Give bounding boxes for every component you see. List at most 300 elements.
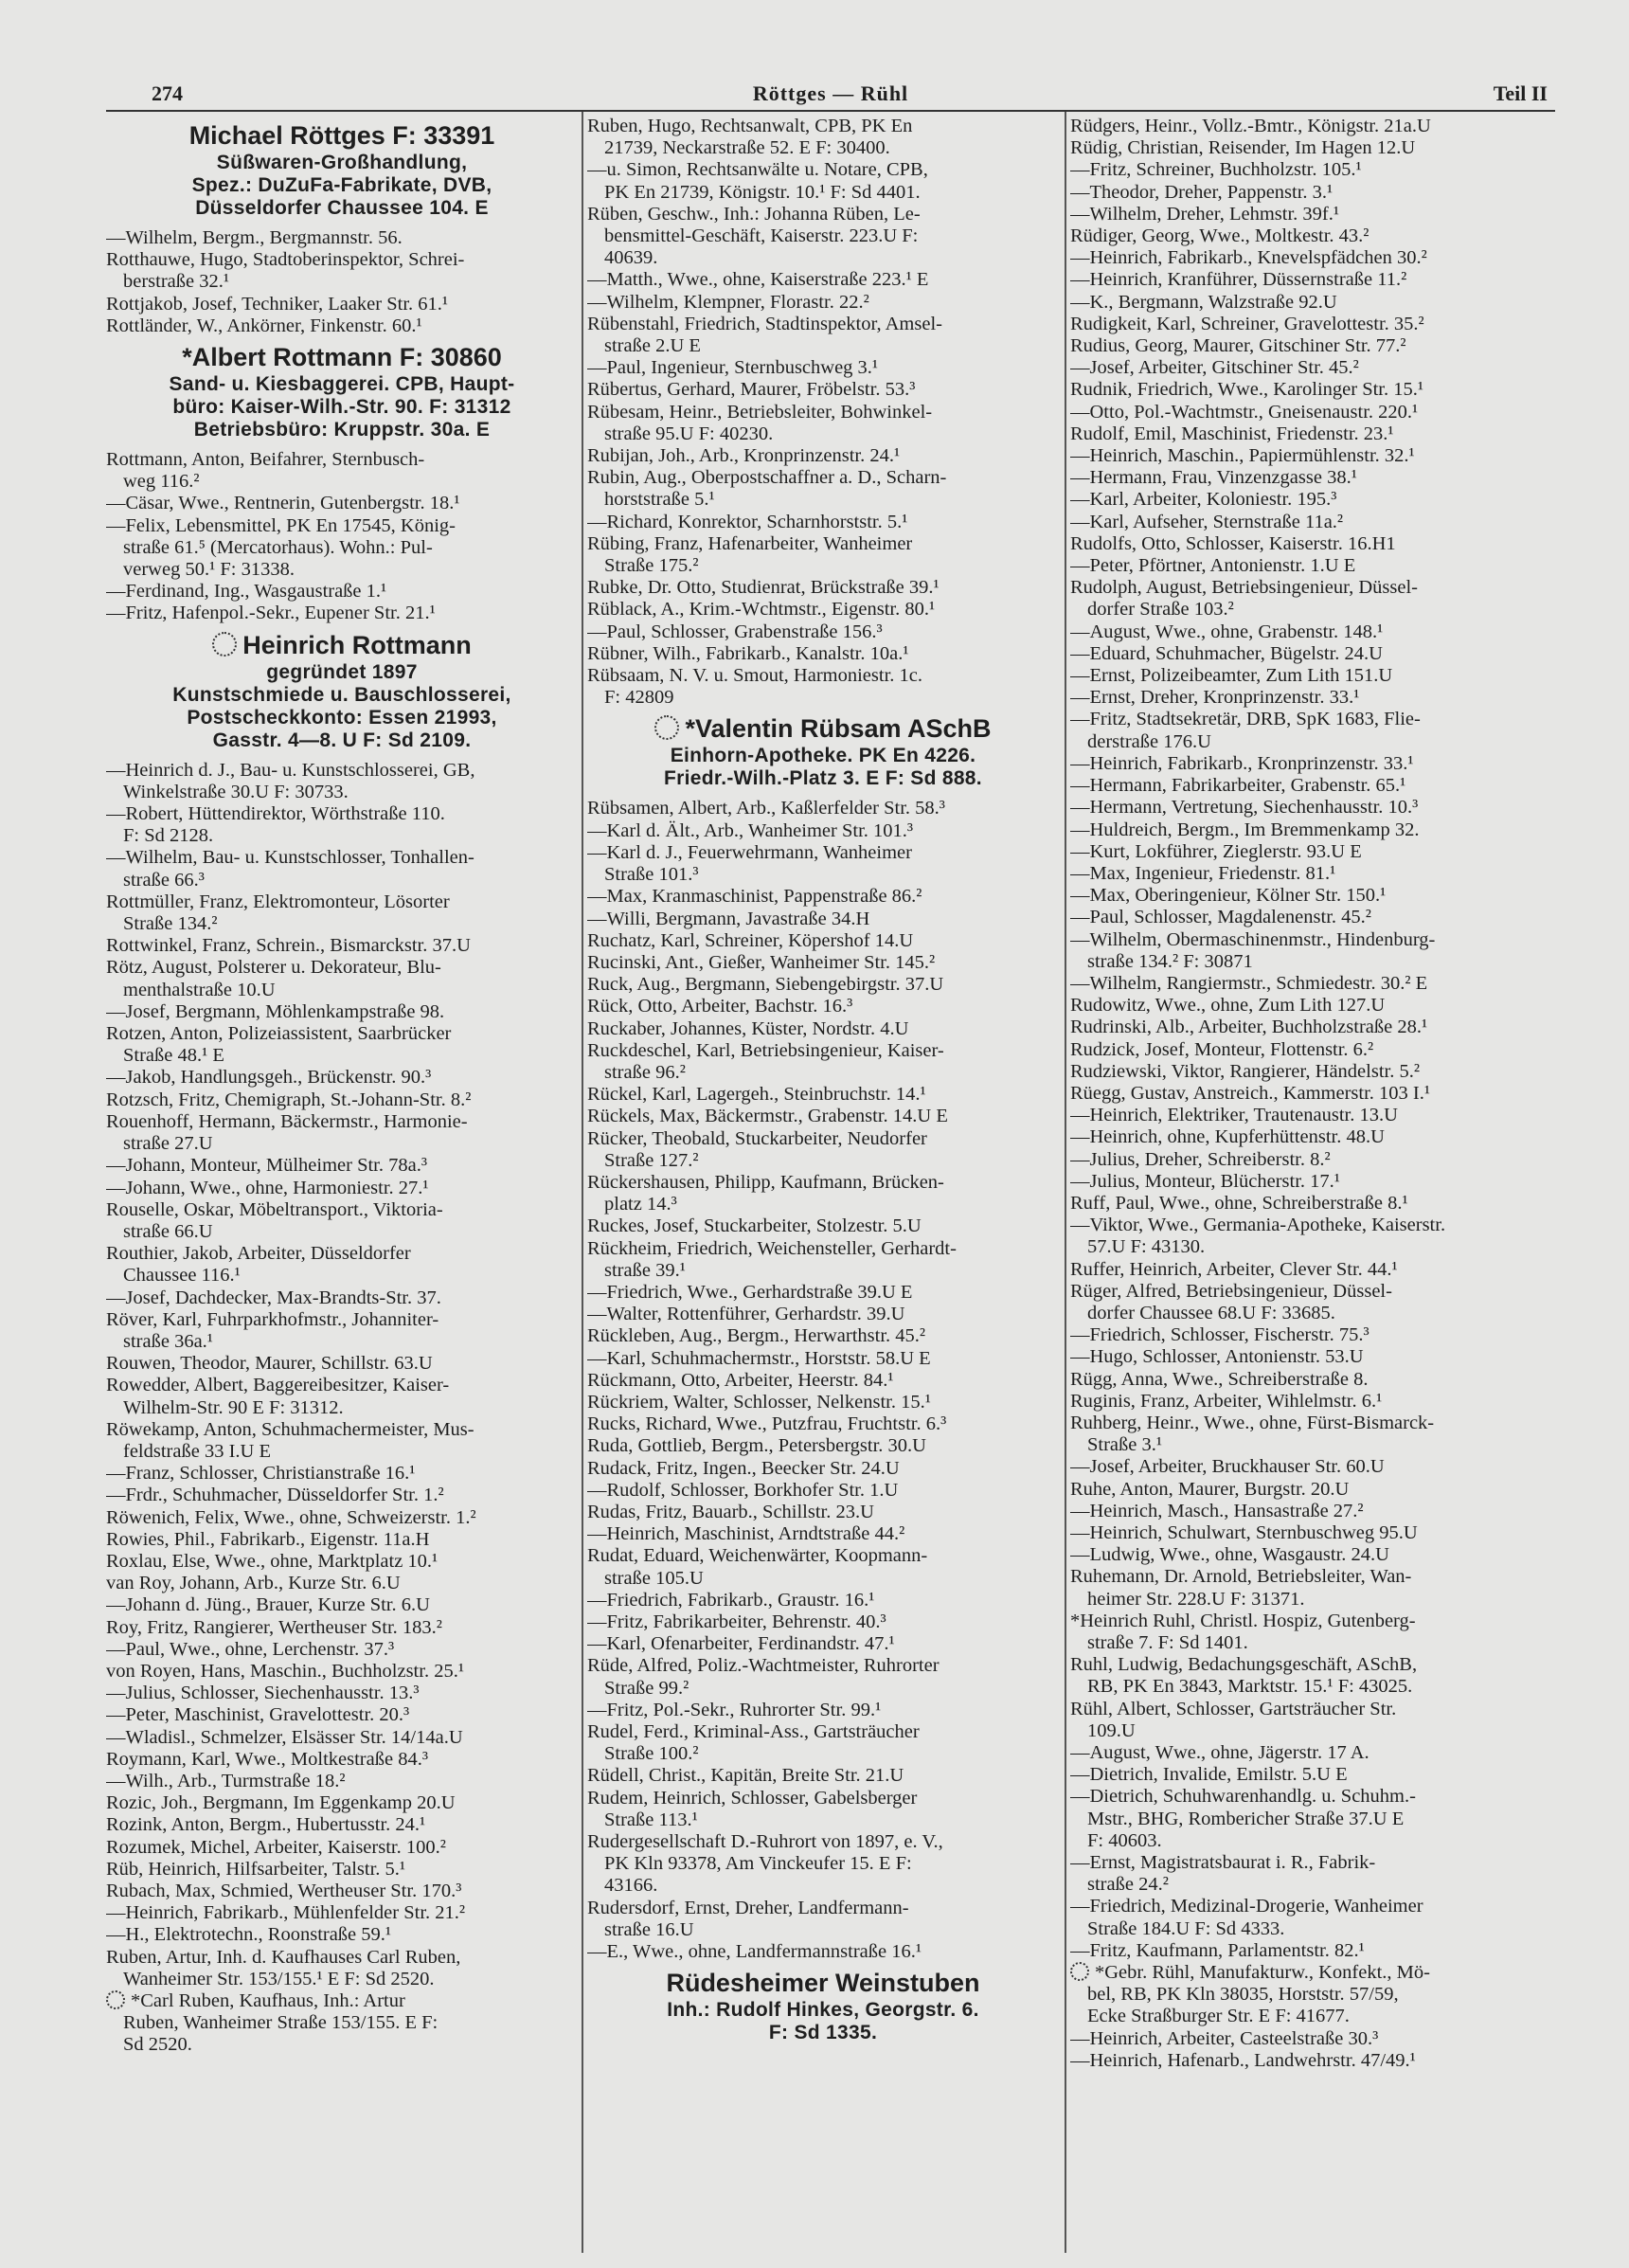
entry-text: —Kurt, Lokführer, Zieglerstr. 93.U E (1070, 840, 1362, 862)
directory-entry-line (1070, 1083, 1542, 1105)
directory-entry-line (587, 1370, 1059, 1392)
entry-text: Routhier, Jakob, Arbeiter, Düsseldorfer (106, 1243, 411, 1265)
entry-text: —Eduard, Schuhmacher, Bügelstr. 24.U (1070, 642, 1383, 664)
directory-entry-line (106, 1792, 578, 1814)
directory-entry-line (106, 1507, 578, 1529)
directory-entry-line (106, 603, 578, 624)
directory-entry-line (1070, 1654, 1542, 1676)
directory-entry-line (106, 449, 578, 471)
entry-text: —Julius, Dreher, Schreiberstr. 8.² (1070, 1148, 1331, 1170)
entry-text: —Hugo, Schlosser, Antonienstr. 53.U (1070, 1346, 1364, 1368)
directory-entry-line (1070, 1126, 1542, 1148)
entry-text: —Heinrich, Masch., Hansastraße 27.² (1070, 1500, 1364, 1521)
directory-entry-continuation (587, 1568, 1059, 1590)
entry-text: Rudack, Fritz, Ingen., Beecker Str. 24.U (587, 1457, 900, 1479)
entry-text: —Matth., Wwe., ohne, Kaiserstraße 223.¹ E (587, 269, 929, 291)
directory-entry-line (1070, 1699, 1542, 1720)
entry-text: platz 14.³ (604, 1194, 677, 1215)
directory-entry-continuation (106, 1133, 578, 1155)
directory-entry-line (587, 1304, 1059, 1325)
directory-entry-line (587, 842, 1059, 864)
directory-entry-line (587, 1700, 1059, 1721)
column-divider (582, 112, 583, 2253)
directory-entry-line (587, 1215, 1059, 1237)
directory-entry-line (1070, 1105, 1542, 1126)
entry-text: Rüdesheimer Weinstuben (666, 1969, 980, 1998)
directory-entry-line (1070, 1764, 1542, 1786)
directory-entry-continuation (106, 2012, 578, 2034)
entry-text: —Johann d. Jüng., Brauer, Kurze Str. 6.U (106, 1594, 430, 1616)
directory-entry-line (106, 1990, 578, 2012)
entry-text: Rudius, Georg, Maurer, Gitschiner Str. 77.² (1070, 335, 1406, 357)
entry-text: straße 95.U F: 40230. (604, 423, 774, 444)
directory-entry-line (106, 1814, 578, 1836)
entry-text: Rudziewski, Viktor, Rangierer, Händelstr. 5.² (1070, 1060, 1420, 1082)
directory-entry-line (587, 1128, 1059, 1150)
directory-entry-line (1070, 2050, 1542, 2072)
directory-entry-continuation (587, 335, 1059, 357)
entry-text: —Max, Oberingenieur, Kölner Str. 150.¹ (1070, 885, 1387, 907)
entry-text: —Fritz, Pol.-Sekr., Ruhrorter Str. 99.¹ (587, 1699, 882, 1720)
advertisement-text (587, 745, 1059, 767)
directory-entry-line (106, 1902, 578, 1924)
entry-text: —Robert, Hüttendirektor, Wörthstraße 110. (106, 803, 445, 825)
directory-column-3 (1070, 116, 1542, 2072)
entry-text: —Jakob, Handlungsgeh., Brückenstr. 90.³ (106, 1067, 432, 1089)
entry-text: Postscheckkonto: Essen 21993, (187, 706, 497, 729)
entry-text: —Heinrich, Maschinist, Arndtstraße 44.² (587, 1523, 905, 1545)
advertisement-text (106, 661, 578, 684)
entry-text: —Heinrich, Hafenarb., Landwehrstr. 47/49.¹ (1070, 2049, 1416, 2071)
directory-entry-line (587, 665, 1059, 687)
directory-entry-line (587, 1655, 1059, 1677)
entry-text: Rückleben, Aug., Bergm., Herwarthstr. 45.² (587, 1325, 926, 1347)
entry-text: Rudas, Fritz, Bauarb., Schillstr. 23.U (587, 1501, 874, 1522)
directory-entry-continuation (587, 1853, 1059, 1875)
directory-entry-line (1070, 687, 1542, 709)
directory-entry-line (1070, 1896, 1542, 1917)
entry-text: 43166. (604, 1875, 658, 1897)
page-number: 274 (152, 81, 183, 105)
entry-text: Rucks, Richard, Wwe., Putzfrau, Fruchtstr. 6.³ (587, 1413, 947, 1435)
directory-entry-line (106, 1463, 578, 1485)
entry-text: straße 16.U (604, 1918, 694, 1940)
entry-text: —Cäsar, Wwe., Rentnerin, Gutenbergstr. 18.¹ (106, 493, 460, 514)
entry-text: Ruckdeschel, Karl, Betriebsingenieur, Kaiser- (587, 1039, 944, 1061)
entry-text: Rübing, Franz, Hafenarbeiter, Wanheimer (587, 532, 913, 554)
directory-entry-line (587, 467, 1059, 489)
directory-entry-continuation (106, 1969, 578, 1990)
directory-entry-continuation (1070, 1918, 1542, 1940)
entry-text: —August, Wwe., ohne, Jägerstr. 17 A. (1070, 1742, 1369, 1764)
entry-text: —Johann, Wwe., ohne, Harmoniestr. 27.¹ (106, 1177, 429, 1198)
directory-entry-line (1070, 1611, 1542, 1632)
entry-text: Rück, Otto, Arbeiter, Bachstr. 16.³ (587, 996, 853, 1017)
entry-text: —Dietrich, Invalide, Emilstr. 5.U E (1070, 1764, 1348, 1786)
entry-text: Chaussee 116.¹ (123, 1265, 241, 1287)
directory-entry-line (587, 1348, 1059, 1370)
directory-entry-line (1070, 1061, 1542, 1083)
entry-text: Rückmann, Otto, Arbeiter, Heerstr. 84.¹ (587, 1369, 894, 1391)
directory-entry-line (587, 1172, 1059, 1194)
directory-entry-line (106, 1353, 578, 1375)
directory-entry-line (106, 1947, 578, 1969)
entry-text: —Heinrich, Fabrikarb., Kronprinzenstr. 33.¹ (1070, 752, 1414, 774)
directory-entry-continuation (1070, 1830, 1542, 1852)
entry-text: Ruhe, Anton, Maurer, Burgstr. 20.U (1070, 1478, 1350, 1500)
directory-entry-line (587, 512, 1059, 533)
page-title: Röttges — Rühl (752, 81, 909, 105)
directory-entry-line (1070, 577, 1542, 599)
entry-text: —Fritz, Schreiner, Buchholzstr. 105.¹ (1070, 159, 1362, 181)
directory-entry-continuation (106, 870, 578, 891)
directory-entry-line (587, 1831, 1059, 1853)
directory-entry-line (106, 1375, 578, 1396)
directory-entry-line (587, 820, 1059, 842)
entry-text: *Heinrich Ruhl, Christl. Hospiz, Gutenberg- (1070, 1610, 1416, 1631)
directory-entry-line (587, 533, 1059, 555)
directory-entry-line (106, 1594, 578, 1616)
entry-text: Rüegg, Gustav, Anstreich., Kammerstr. 103 I.¹ (1070, 1082, 1431, 1104)
entry-text: Straße 113.¹ (604, 1809, 698, 1830)
entry-text: Ruchatz, Karl, Schreiner, Köpershof 14.U (587, 929, 914, 951)
directory-entry-line (587, 1502, 1059, 1523)
entry-text: straße 24.² (1087, 1874, 1169, 1896)
directory-entry-continuation (1070, 1874, 1542, 1896)
entry-text: —Ferdinand, Ing., Wasgaustraße 1.¹ (106, 581, 387, 603)
entry-text: —Fritz, Hafenpol.-Sekr., Eupener Str. 21.¹ (106, 603, 436, 624)
entry-text: Rozumek, Michel, Arbeiter, Kaiserstr. 100.² (106, 1836, 446, 1858)
entry-text: —Josef, Bergmann, Möhlenkampstraße 98. (106, 1000, 445, 1022)
directory-entry-continuation (1070, 1589, 1542, 1611)
entry-text: straße 2.U E (604, 335, 701, 357)
entry-text: —Paul, Schlosser, Magdalenenstr. 45.² (1070, 907, 1371, 928)
directory-entry-line (587, 909, 1059, 930)
directory-entry-continuation (106, 1441, 578, 1463)
entry-text: Süßwaren-Großhandlung, (216, 152, 468, 173)
directory-entry-line (1070, 335, 1542, 357)
entry-text: —K., Bergmann, Walzstraße 92.U (1070, 291, 1337, 313)
entry-text: —August, Wwe., ohne, Grabenstr. 148.¹ (1070, 621, 1384, 642)
directory-entry-line (1070, 665, 1542, 687)
entry-text: Ruginis, Franz, Arbeiter, Wihlelmstr. 6.¹ (1070, 1390, 1383, 1412)
entry-text: —Ludwig, Wwe., ohne, Wasgaustr. 24.U (1070, 1544, 1389, 1566)
directory-entry-line (1070, 1742, 1542, 1764)
entry-text: Röwekamp, Anton, Schuhmachermeister, Mus- (106, 1418, 474, 1440)
directory-entry-continuation (1070, 1720, 1542, 1742)
directory-entry-continuation (106, 559, 578, 581)
entry-text: —Karl, Aufseher, Sternstraße 11a.² (1070, 511, 1344, 532)
entry-text: Rottmüller, Franz, Elektromonteur, Lösorter (106, 891, 450, 912)
entry-text: straße 61.⁵ (Mercatorhaus). Wohn.: Pul- (123, 536, 433, 558)
entry-text: derstraße 176.U (1087, 730, 1211, 752)
entry-text: Rückershausen, Philipp, Kaufmann, Brücken- (587, 1171, 944, 1193)
entry-text: Roxlau, Else, Wwe., ohne, Marktplatz 10.¹ (106, 1550, 439, 1572)
entry-text: F: Sd 1335. (768, 2022, 878, 2044)
entry-text: Rüger, Alfred, Betriebsingenieur, Düssel- (1070, 1280, 1392, 1302)
entry-text: straße 39.¹ (604, 1259, 686, 1281)
directory-entry-line (587, 1282, 1059, 1304)
directory-column-2 (587, 116, 1059, 2044)
entry-text: Rottwinkel, Franz, Schrein., Bismarckstr. 37.U (106, 935, 471, 957)
entry-text: Rouwen, Theodor, Maurer, Schillstr. 63.U (106, 1353, 433, 1375)
entry-text: F: 40603. (1087, 1829, 1162, 1851)
entry-text: Straße 184.U F: Sd 4333. (1087, 1917, 1285, 1939)
entry-text: Rüb, Heinrich, Hilfsarbeiter, Talstr. 5.¹ (106, 1858, 406, 1880)
directory-entry-continuation (587, 423, 1059, 445)
entry-text: —Theodor, Dreher, Pappenstr. 3.¹ (1070, 181, 1334, 203)
entry-text: Ruff, Paul, Wwe., ohne, Schreiberstraße 8.¹ (1070, 1192, 1408, 1214)
directory-entry-line (1070, 1566, 1542, 1588)
directory-entry-continuation (106, 1331, 578, 1353)
entry-text: menthalstraße 10.U (123, 979, 276, 1000)
entry-text: feldstraße 33 I.U E (123, 1440, 271, 1462)
entry-text: Winkelstraße 30.U F: 30733. (123, 781, 349, 802)
entry-text: —Julius, Schlosser, Siechenhausstr. 13.³ (106, 1683, 420, 1704)
entry-text: Straße 99.² (604, 1677, 689, 1699)
entry-text: Rücker, Theobald, Stuckarbeiter, Neudorfer (587, 1127, 927, 1149)
entry-text: Rüdiger, Georg, Wwe., Moltkestr. 43.² (1070, 225, 1369, 247)
entry-text: Rudnik, Friedrich, Wwe., Karolinger Str. 15.¹ (1070, 379, 1424, 401)
directory-entry-line (1070, 1017, 1542, 1038)
advertisement-heading (587, 1967, 1059, 1999)
directory-entry-continuation (587, 182, 1059, 204)
entry-text: Straße 101.³ (604, 864, 699, 886)
directory-entry-continuation (1070, 1632, 1542, 1654)
entry-text: Ruhberg, Heinr., Wwe., ohne, Fürst-Bismarck- (1070, 1412, 1435, 1433)
directory-entry-line (1070, 555, 1542, 577)
directory-entry-line (587, 798, 1059, 819)
entry-text: —Paul, Ingenieur, Sternbuschweg 3.¹ (587, 357, 879, 379)
directory-entry-line (1070, 204, 1542, 225)
directory-entry-line (1070, 643, 1542, 665)
directory-entry-line (106, 1067, 578, 1089)
entry-text: Rüdig, Christian, Reisender, Im Hagen 12.U (1070, 137, 1416, 159)
directory-entry-continuation (587, 489, 1059, 511)
entry-text: Straße 48.¹ E (123, 1045, 224, 1067)
entry-text: RB, PK En 3843, Marktstr. 15.¹ F: 43025. (1087, 1676, 1413, 1698)
entry-text: —Heinrich, Maschin., Papiermühlenstr. 32.¹ (1070, 445, 1415, 467)
directory-entry-line (106, 249, 578, 271)
entry-text: —Friedrich, Schlosser, Fischerstr. 75.³ (1070, 1324, 1369, 1346)
directory-entry-line (587, 357, 1059, 379)
directory-entry-line (1070, 1193, 1542, 1215)
entry-text: Ruck, Aug., Bergmann, Siebengebirgstr. 37.U (587, 974, 944, 996)
entry-text: Rowedder, Albert, Baggereibesitzer, Kaiser- (106, 1375, 450, 1396)
entry-text: Rübesam, Heinr., Betriebsleiter, Bohwinkel- (587, 401, 933, 423)
directory-entry-line (587, 204, 1059, 225)
directory-entry-line (587, 1238, 1059, 1260)
advertisement-heading (106, 119, 578, 152)
entry-text: Ruben, Wanheimer Straße 153/155. E F: (123, 2012, 439, 2034)
advertisement-text (106, 729, 578, 752)
directory-entry-line (106, 1155, 578, 1177)
entry-text: *Albert Rottmann F: 30860 (182, 343, 502, 372)
directory-entry-line (1070, 423, 1542, 445)
entry-text: straße 66.U (123, 1220, 213, 1242)
directory-entry-line (106, 294, 578, 315)
entry-text: Ecke Straßburger Str. E F: 41677. (1087, 2006, 1350, 2027)
entry-text: —Karl d. J., Feuerwehrmann, Wanheimer (587, 841, 912, 863)
entry-text: —Heinrich, Schulwart, Sternbuschweg 95.U (1070, 1522, 1418, 1543)
directory-entry-line (1070, 379, 1542, 401)
directory-entry-continuation (1070, 1676, 1542, 1698)
directory-entry-line (106, 581, 578, 603)
directory-entry-line (1070, 402, 1542, 423)
directory-entry-continuation (587, 1062, 1059, 1084)
directory-entry-line (1070, 225, 1542, 247)
directory-entry-continuation (106, 1265, 578, 1287)
directory-entry-line (587, 1721, 1059, 1743)
directory-entry-line (106, 1924, 578, 1946)
entry-text: —Max, Ingenieur, Friedenstr. 81.¹ (1070, 862, 1336, 884)
directory-entry-line (587, 1765, 1059, 1787)
advertisement-text (106, 419, 578, 441)
directory-column-1 (106, 116, 578, 2057)
directory-entry-line (1070, 1369, 1542, 1391)
entry-text: Ruckes, Josef, Stuckarbeiter, Stolzestr. 5.U (587, 1215, 922, 1237)
entry-text: straße 96.² (604, 1061, 686, 1083)
directory-entry-continuation (587, 1678, 1059, 1700)
entry-text: bensmittel-Geschäft, Kaiserstr. 223.U F: (604, 225, 919, 247)
directory-entry-line (587, 1106, 1059, 1127)
entry-text: Wilhelm-Str. 90 E F: 31312. (123, 1396, 344, 1418)
advertisement-text (587, 1999, 1059, 2022)
entry-text: Rüdell, Christ., Kapitän, Breite Str. 21.U (587, 1765, 904, 1787)
directory-entry-line (1070, 512, 1542, 533)
entry-text: —Willi, Bergmann, Javastraße 34.H (587, 908, 870, 929)
directory-entry-line (106, 1485, 578, 1506)
directory-entry-continuation (106, 1397, 578, 1419)
entry-text: Mstr., BHG, Rombericher Straße 37.U E (1087, 1808, 1405, 1829)
entry-text: *Carl Ruben, Kaufhaus, Inh.: Artur (131, 1990, 405, 2012)
directory-entry-line (106, 847, 578, 869)
directory-entry-line (1070, 159, 1542, 181)
entry-text: —Friedrich, Fabrikarb., Graustr. 16.¹ (587, 1589, 875, 1611)
directory-entry-line (106, 515, 578, 537)
directory-entry-line (106, 1529, 578, 1551)
directory-entry-line (1070, 1281, 1542, 1303)
directory-entry-line (1070, 1039, 1542, 1061)
directory-entry-line (587, 621, 1059, 643)
advertisement-text (587, 2022, 1059, 2044)
entry-text: Ruhemann, Dr. Arnold, Betriebsleiter, Wan- (1070, 1566, 1412, 1588)
entry-text: Rudolph, August, Betriebsingenieur, Düssel- (1070, 577, 1419, 599)
directory-entry-line (106, 803, 578, 825)
directory-entry-continuation (106, 913, 578, 935)
entry-text: —H., Elektrotechn., Roonstraße 59.¹ (106, 1924, 392, 1946)
entry-text: —Heinrich, Fabrikarb., Knevelspfädchen 30.² (1070, 247, 1427, 269)
directory-entry-line (587, 1325, 1059, 1347)
directory-entry-line (106, 493, 578, 514)
directory-entry-continuation (587, 225, 1059, 247)
directory-entry-line (1070, 863, 1542, 885)
entry-text: Michael Röttges F: 33391 (188, 121, 495, 150)
directory-entry-continuation (106, 980, 578, 1001)
directory-entry-line (1070, 973, 1542, 995)
directory-entry-line (1070, 292, 1542, 314)
entry-text: —Heinrich, Elektriker, Trautenaustr. 13.U (1070, 1105, 1398, 1126)
directory-entry-line (1070, 1456, 1542, 1478)
entry-text: Rottländer, W., Ankörner, Finkenstr. 60.¹ (106, 315, 422, 336)
entry-text: *Valentin Rübsam ASchB (685, 714, 992, 744)
directory-entry-continuation (106, 782, 578, 803)
entry-text: straße 7. F: Sd 1401. (1087, 1632, 1248, 1654)
entry-text: straße 27.U (123, 1133, 213, 1155)
directory-entry-line (587, 1788, 1059, 1809)
directory-entry-line (1070, 995, 1542, 1017)
directory-entry-line (106, 1111, 578, 1133)
entry-text: Rucinski, Ant., Gießer, Wanheimer Str. 145.² (587, 951, 936, 973)
entry-text: —Felix, Lebensmittel, PK En 17545, König- (106, 514, 456, 536)
entry-text: Rubin, Aug., Oberpostschaffner a. D., Scharn- (587, 467, 947, 489)
directory-entry-line (587, 952, 1059, 974)
entry-text: —Dietrich, Schuhwarenhandlg. u. Schuhm.- (1070, 1786, 1416, 1808)
entry-text: Wanheimer Str. 153/155.¹ E F: Sd 2520. (123, 1968, 435, 1989)
entry-text: Ruda, Gottlieb, Bergm., Petersbergstr. 30.U (587, 1435, 926, 1457)
entry-text: Ruffer, Heinrich, Arbeiter, Clever Str. 44.¹ (1070, 1258, 1398, 1280)
entry-text: —Fritz, Fabrikarbeiter, Behrenstr. 40.³ (587, 1611, 886, 1632)
entry-text: —Josef, Arbeiter, Gitschiner Str. 45.² (1070, 357, 1359, 379)
directory-entry-line (1070, 137, 1542, 159)
directory-entry-line (106, 1178, 578, 1199)
entry-text: Rudel, Ferd., Kriminal-Ass., Gartsträucher (587, 1721, 920, 1743)
entry-text: Rudolfs, Otto, Schlosser, Kaiserstr. 16.H1 (1070, 532, 1396, 554)
directory-entry-line (1070, 1962, 1542, 1984)
directory-entry-continuation (1070, 731, 1542, 753)
directory-entry-line (587, 402, 1059, 423)
entry-text: Rüben, Geschw., Inh.: Johanna Rüben, Le- (587, 203, 921, 225)
entry-text: Rückels, Max, Bäckermstr., Grabenstr. 14.U E (587, 1106, 948, 1127)
entry-text: Rückheim, Friedrich, Weichensteller, Gerhardt- (587, 1237, 957, 1259)
entry-text: Rückel, Karl, Lagergeh., Steinbruchstr. 14.¹ (587, 1084, 926, 1106)
directory-entry-line (1070, 1324, 1542, 1346)
directory-entry-line (106, 1661, 578, 1683)
entry-text: —Heinrich, Kranführer, Düssernstraße 11.² (1070, 269, 1407, 291)
entry-text: —Wilhelm, Bau- u. Kunstschlosser, Tonhallen- (106, 847, 474, 869)
company-logo-icon (654, 715, 679, 740)
directory-entry-line (587, 1413, 1059, 1435)
directory-entry-continuation (587, 137, 1059, 159)
entry-text: Rüblack, A., Krim.-Wchtmstr., Eigenstr. 80.¹ (587, 599, 936, 621)
entry-text: Rübner, Wilh., Fabrikarb., Kanalstr. 10a.¹ (587, 642, 909, 664)
directory-entry-line (1070, 1479, 1542, 1501)
entry-text: straße 66.³ (123, 869, 205, 891)
directory-entry-line (106, 1881, 578, 1902)
directory-entry-continuation (1070, 1236, 1542, 1258)
entry-text: Rotthauwe, Hugo, Stadtoberinspektor, Schrei- (106, 249, 465, 271)
directory-entry-continuation (1070, 951, 1542, 973)
entry-text: Straße 3.¹ (1087, 1434, 1163, 1456)
entry-text: —Friedrich, Medizinal-Drogerie, Wanheimer (1070, 1896, 1423, 1917)
entry-text: Gasstr. 4—8. U F: Sd 2109. (212, 729, 472, 751)
entry-text: Roy, Fritz, Rangierer, Wertheuser Str. 183.² (106, 1616, 442, 1638)
entry-text: —Karl, Schuhmachermstr., Horststr. 58.U E (587, 1347, 931, 1369)
directory-entry-line (106, 227, 578, 249)
directory-entry-line (106, 1419, 578, 1441)
entry-text: —Karl, Ofenarbeiter, Ferdinandstr. 47.¹ (587, 1633, 895, 1655)
entry-text: —Rudolf, Schlosser, Borkhofer Str. 1.U (587, 1479, 899, 1501)
entry-text: —Hermann, Frau, Vinzenzgasse 38.¹ (1070, 467, 1357, 489)
entry-text: —Ernst, Dreher, Kronprinzenstr. 33.¹ (1070, 687, 1360, 709)
company-logo-icon (1070, 1962, 1089, 1981)
directory-entry-line (106, 1001, 578, 1023)
directory-entry-line (106, 1309, 578, 1331)
directory-entry-line (1070, 247, 1542, 269)
directory-entry-continuation (106, 1221, 578, 1243)
advertisement-heading (106, 629, 578, 661)
directory-entry-line (1070, 1940, 1542, 1962)
